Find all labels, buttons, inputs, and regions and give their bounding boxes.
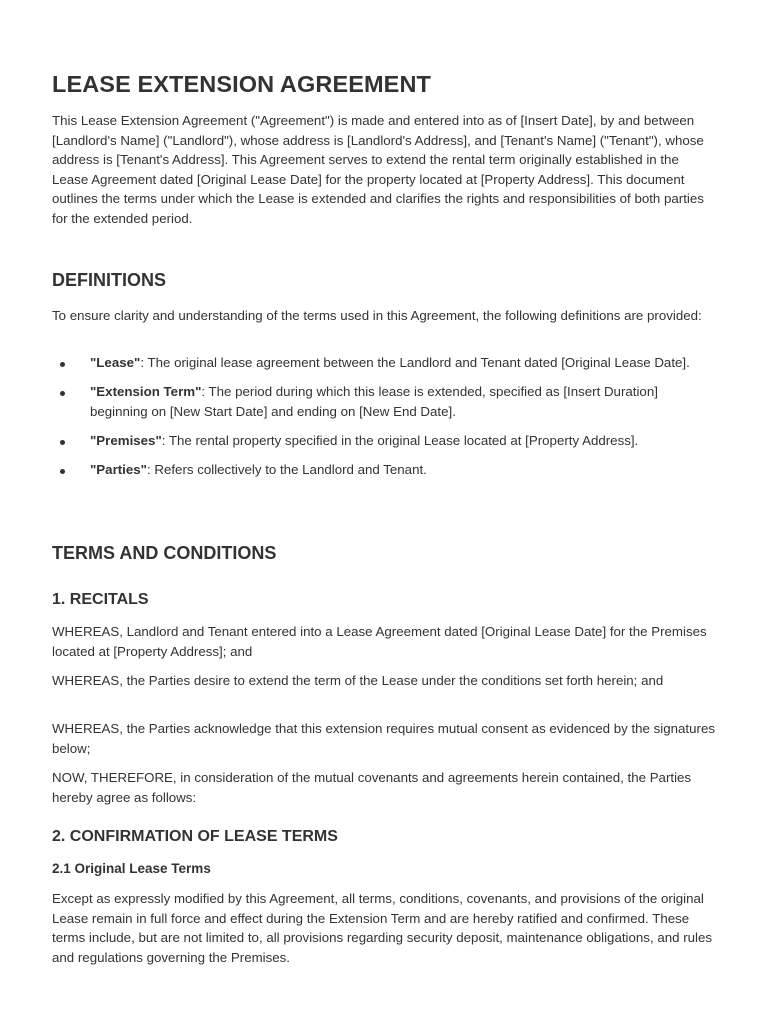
- definition-text: : The original lease agreement between the Landlord and Tenant dated [Original Lease Date].: [140, 355, 690, 370]
- definition-term: "Extension Term": [90, 383, 202, 399]
- definitions-list: [52, 353, 718, 489]
- bullet-icon: [60, 440, 65, 445]
- recital-paragraph: WHEREAS, Landlord and Tenant entered into a Lease Agreement dated [Original Lease Date] for the Premises located at [Property Address]; and: [52, 624, 707, 659]
- recital-paragraph: WHEREAS, the Parties desire to extend the term of the Lease under the conditions set forth herein; and: [52, 673, 664, 688]
- definition-text: : The rental property specified in the original Lease located at [Property Address].: [161, 432, 639, 448]
- original-lease-terms-heading: 2.1 Original Lease Terms: [52, 861, 211, 876]
- definition-text: : The period during which this lease is extended, specified as [Insert Duration] beginning on [New Start Date] and ending on [New End Date].: [90, 383, 658, 419]
- recital-paragraph: NOW, THEREFORE, in consideration of the mutual covenants and agreements herein contained, the Parties hereby agree as follows:: [52, 770, 692, 805]
- bullet-icon: [60, 469, 65, 474]
- definitions-heading: DEFINITIONS: [52, 270, 167, 290]
- list-item: [52, 382, 718, 421]
- bullet-icon: [60, 362, 65, 367]
- document-title: LEASE EXTENSION AGREEMENT: [52, 71, 431, 97]
- bullet-icon: [60, 391, 65, 396]
- definition-term: "Lease": [90, 355, 141, 370]
- recitals-heading: 1. RECITALS: [52, 591, 149, 608]
- confirmation-heading: 2. CONFIRMATION OF LEASE TERMS: [52, 828, 338, 845]
- definition-term: "Parties": [90, 461, 147, 477]
- list-item: [52, 353, 718, 373]
- definition-text: : Refers collectively to the Landlord and Tenant.: [146, 461, 427, 477]
- definitions-intro: To ensure clarity and understanding of the terms used in this Agreement, the following definitions are provided:: [52, 308, 702, 323]
- original-lease-terms-paragraph: Except as expressly modified by this Agreement, all terms, conditions, covenants, and provisions of the original Lease remain in full force and effect during the Extension Term and are hereby ratified and confirmed. These terms include, but are not limited to, all provisions regarding security deposit, maintenance obligations, and rules and regulations governing the Premises.: [52, 891, 713, 965]
- intro-paragraph: This Lease Extension Agreement ("Agreement") is made and entered into as of [Insert Date], by and between [Landlord's Name] ("Landlord"), whose address is [Landlord's Address], and [Tenant's Name] ("Tenant"), whose address is [Tenant's Address]. This Agreement serves to extend the rental term originally established in the Lease Agreement dated [Original Lease Date] for the property located at [Property Address]. This document outlines the terms under which the Lease is extended and clarifies the rights and responsibilities of both parties for the extended period.: [52, 113, 704, 226]
- definition-term: "Premises": [90, 432, 162, 448]
- terms-heading: TERMS AND CONDITIONS: [52, 543, 277, 563]
- recital-paragraph: WHEREAS, the Parties acknowledge that this extension requires mutual consent as evidenced by the signatures below;: [52, 721, 715, 756]
- list-item: [52, 460, 718, 480]
- list-item: [52, 431, 718, 451]
